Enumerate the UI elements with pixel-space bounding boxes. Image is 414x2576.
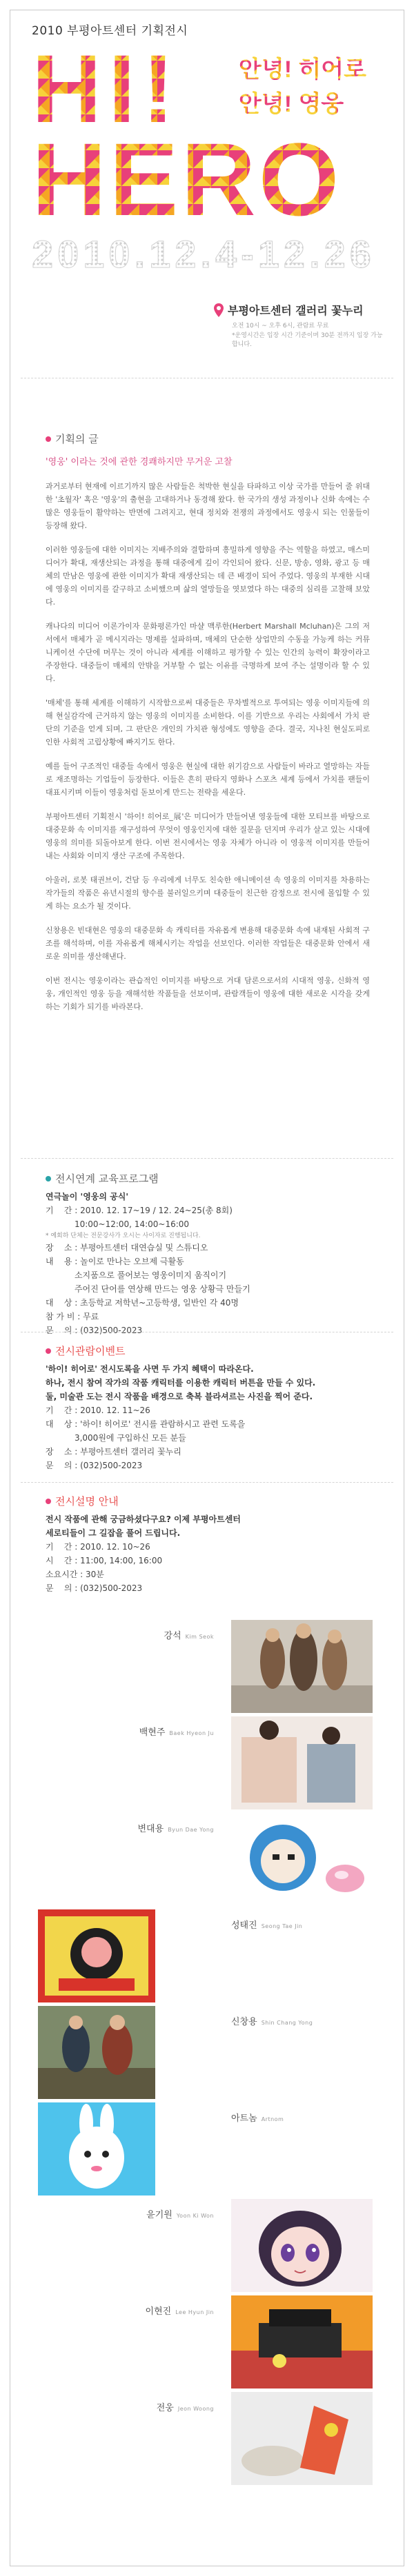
- bullet-icon: [46, 1348, 51, 1354]
- artist-item: [103, 2392, 393, 2495]
- event-line: 둘, 미술관 도는 전시 작품을 배경으로 축복 블라셔르는 사진을 찍어 준다.: [46, 1392, 313, 1401]
- education-heading: 전시연계 교육프로그램: [55, 1173, 159, 1185]
- gallery-note: *운영시간은 입장 시간 기준이며 30분 전까지 입장 가능합니다.: [232, 332, 383, 348]
- artwork-image: [231, 1716, 373, 1809]
- artwork-image: [231, 2199, 373, 2292]
- essay-paragraph: 예를 들어 구조적인 대중들 속에서 영웅은 현실에 대한 위기감으로 사람들이 바라고 열망하는 자들로 재조명하는 기업들이 등장한다. 이들은 흔히 판타지 영화나 스포츠 세계 등에서 가치를 팬들이 대표시키며 이들이 영웅처럼 돋보이게 만드는 전략을 세운다.: [46, 762, 370, 797]
- artwork-image: [38, 2102, 155, 2195]
- artist-name: 강석: [164, 1631, 181, 1641]
- artist-item: [103, 1909, 393, 2013]
- guide-row: 기 간 : 2010. 12. 10~26: [46, 1542, 150, 1552]
- artwork-image: [231, 2392, 373, 2485]
- artwork-image: [231, 2295, 373, 2389]
- essay-paragraph: 아울러, 로봇 태권브이, 건담 등 우리에게 너무도 친숙한 애니메이션 속 영웅의 이미지를 차용하는 작가들의 작품은 유년시절의 향수를 불러일으키며 대중들이 친근한 감정으로 전시에 몰입할 수 있게 하는 요소가 될 것이다.: [46, 875, 370, 911]
- artist-name-en: Shin Chang Yong: [261, 2020, 313, 2026]
- bullet-icon: [46, 1176, 51, 1181]
- gallery-name: 부평아트센터 갤러리 꽃누리: [228, 304, 364, 317]
- artist-name-en: Yoon Ki Won: [176, 2213, 214, 2219]
- education-row: 소지품으로 풀어보는 영웅이미지 움직이기: [46, 1270, 227, 1280]
- artwork-image: [38, 1909, 155, 2002]
- event-row: 문 의 : (032)500-2023: [46, 1461, 143, 1470]
- artwork-image: [231, 1813, 373, 1906]
- education-row: 참 가 비 : 무료: [46, 1312, 99, 1321]
- artist-name-en: Lee Hyun Jin: [175, 2309, 214, 2315]
- artist-item: [103, 2102, 393, 2206]
- artist-name: 변대용: [137, 1824, 164, 1834]
- essay-heading: 기획의 글: [55, 433, 99, 445]
- event-heading: 전시관람이벤트: [55, 1345, 126, 1357]
- artwork-image: [38, 2006, 155, 2099]
- guide-line: 세로티들이 그 길잡을 풀어 드립니다.: [46, 1528, 181, 1538]
- artist-item: [103, 2295, 393, 2399]
- guide-heading: 전시설명 안내: [55, 1495, 119, 1508]
- event-line: '하이! 히어로' 전시도록을 사면 두 가지 혜택이 따라온다.: [46, 1364, 254, 1374]
- artist-item: [103, 2006, 393, 2109]
- logo-hello-hero-text-2: 안녕! 영웅: [239, 91, 344, 117]
- education-row: 10:00~12:00, 14:00~16:00: [46, 1219, 190, 1229]
- divider: [21, 1158, 393, 1159]
- logo-hello-hero-text: 안녕! 히어로: [239, 57, 366, 83]
- bullet-icon: [46, 436, 51, 442]
- event-row: 기 간 : 2010. 12. 11~26: [46, 1406, 150, 1415]
- artist-name: 윤기원: [146, 2210, 172, 2220]
- hi-hero-logo: [32, 43, 384, 274]
- artist-name: 백현주: [139, 1727, 166, 1738]
- guide-row: 문 의 : (032)500-2023: [46, 1583, 143, 1593]
- essay-paragraph: 신창용은 빈대현은 영웅의 대중문화 속 캐릭터를 자유롭게 변용해 대중문화 속에 내재된 사회적 구조를 해석하며, 이를 자유롭게 해체시키는 작업을 선보인다. 이러한 작업들은 대중문화 안에서 새로운 의미를 생산해낸다.: [46, 926, 370, 961]
- artist-name-en: Seong Tae Jin: [261, 1923, 303, 1929]
- education-row: 기 간 : 2010. 12. 17~19 / 12. 24~25(총 8회): [46, 1206, 233, 1215]
- divider: [21, 1482, 393, 1483]
- education-program: [46, 1172, 370, 1337]
- event-row: 장 소 : 부평아트센터 갤러리 꽃누리: [46, 1447, 181, 1457]
- gallery-hours: 오전 10시 ~ 오후 6시, 관람료 무료: [232, 323, 329, 329]
- essay-paragraph: 부평아트센터 기획전시 '하이! 히어로_展'은 미디어가 만들어낸 영웅들에 대한 모티브를 바탕으로 대중문화 속 이미지를 재구성하여 무엇이 영웅인지에 대한 질문을 던지며 우리가 살고 있는 시대에 영웅의 의미를 되돌아보게 한다. 이번 전시에서는 영웅 자체가 아니라 이 영웅적 이미지를 만들어내는 사회와 이미지 생산 구조에 주목한다.: [46, 812, 370, 860]
- essay-paragraph: '매체'를 통해 세계를 이해하기 시작함으로써 대중들은 무차별적으로 투여되는 영웅 이미지들에 의해 현실감각에 근거하지 않는 영웅의 이미지를 소비한다. 이를 기반으로 우리는 사회에서 가치 판단의 기준을 얻게 되며, 그 판단은 개인의 가치관 형성에도 영향을 준다. 결국, 지나친 현실도피로 인한 사회적 고립상황에 빠지기도 한다.: [46, 698, 370, 747]
- education-row: 문 의 : (032)500-2023: [46, 1326, 143, 1335]
- event-line: 하나, 전시 참여 작가의 작품 캐릭터를 이용한 캐릭터 버튼을 만들 수 있다.: [46, 1378, 316, 1388]
- artist-name: 아트놈: [231, 2113, 257, 2124]
- essay-subtitle: '영웅' 이라는 것에 관한 경쾌하지만 무거운 고찰: [46, 457, 233, 467]
- exhibition-event: [46, 1344, 370, 1472]
- artist-name-en: Artnom: [261, 2116, 284, 2122]
- artist-name: 이현진: [145, 2306, 172, 2317]
- artist-name-en: Byun Dae Yong: [168, 1827, 214, 1833]
- gallery-info: [214, 302, 386, 350]
- essay-paragraph: 이러한 영웅들에 대한 이미지는 지배주의와 결합하며 흥밀하게 영향을 주는 역할을 하였고, 매스미디어가 확대, 재생산되는 과정을 통해 대중에게 깊이 각인되어 왔다. 신문, 방송, 영화, 광고 등 매체의 만남은 영웅에 관한 이미지가 확대 재생산되는 데 큰 배경이 되어 주었다. 영웅의 부재한 시대에 영웅의 이미지를 갈구하고 소비했으며 삶의 열망들을 엿보였다 하는 대중의 심리를 고찰해 보았다.: [46, 545, 370, 607]
- artist-item: [103, 1716, 393, 1820]
- education-row: 장 소 : 부평아트센터 대연습실 및 스튜디오: [46, 1243, 208, 1252]
- guide-row: 소요시간 : 30분: [46, 1570, 104, 1579]
- artist-item: [103, 1620, 393, 1723]
- logo-hi-text: HI!: [32, 43, 181, 143]
- artist-name-en: Kim Seok: [185, 1634, 214, 1640]
- guide-line: 전시 작품에 관해 궁금하셨다구요? 이제 부평아트센터: [46, 1514, 241, 1524]
- map-pin-icon: [214, 303, 224, 317]
- essay-paragraph: 과거로부터 현재에 이르기까지 많은 사람들은 척박한 현실을 타파하고 이상 국가를 만들어 줄 위대한 '초월자' 혹은 '영웅'의 출현을 고대하거나 동경해 왔다. 한 국가의 생성 과정이나 신화 속에는 수많은 영웅들이 활약하는 반면에 그려지고, 현대 정치와 전쟁의 과정에서도 영웅시 되는 인물들이 등장해 왔다.: [46, 482, 370, 530]
- planning-essay: [46, 432, 370, 1024]
- event-row: 대 상 : '하이! 히어로' 전시를 관람하시고 관련 도록을: [46, 1419, 246, 1429]
- education-row: 대 상 : 초등학교 저학년~고등학생, 일반인 각 40명: [46, 1298, 239, 1308]
- exhibition-label: 2010 부평아트센터 기획전시: [32, 24, 188, 38]
- artwork-image: [231, 1620, 373, 1713]
- bullet-icon: [46, 1499, 51, 1504]
- essay-paragraph: 이번 전시는 영웅이라는 관습적인 이미지를 바탕으로 거대 담론으로서의 시대적 영웅, 신화적 영웅, 개인적인 영웅 등을 재해석한 작품들을 선보이며, 관람객들이 영웅에 대한 새로운 시각을 갖게 하는 기회가 되기를 바라본다.: [46, 976, 370, 1011]
- artist-item: [103, 2199, 393, 2302]
- event-row: 3,000원에 구입하신 모든 분들: [46, 1433, 186, 1443]
- logo-hero-text: HERO: [32, 121, 342, 237]
- essay-paragraph: 캐나다의 미디어 이론가이자 문화평론가인 마샬 맥루한(Herbert Marshall Mcluhan)은 그의 저서에서 매체가 곧 메시지라는 명제를 설파하며, 매체의 단순한 상업만의 수동을 가능케 하는 커뮤니케이션 수단에 머무는 것이 아니라 세계를 이해하고 평가할 수 있는 인간의 능력이 확장이라고 주장한다. 대중들이 매체의 안밖을 거부할 수 없는 이유를 극명하게 보여 주는 설명이라 할 수 있다.: [46, 622, 370, 683]
- artist-item: [103, 1813, 393, 1916]
- artist-name: 전웅: [156, 2403, 174, 2413]
- guide-row: 시 간 : 11:00, 14:00, 16:00: [46, 1556, 163, 1565]
- artist-name-en: Jeon Woong: [177, 2406, 214, 2412]
- exhibition-date: 2010.12.4-12.26: [32, 232, 375, 274]
- artist-name: 신창용: [231, 2017, 257, 2027]
- education-row: 내 용 : 놀이로 만나는 오브제 극활동: [46, 1257, 184, 1266]
- education-title: 연극놀이 '영웅의 공식': [46, 1192, 129, 1201]
- education-row: 주어진 단어를 연상해 만드는 영웅 상황극 만들기: [46, 1284, 250, 1294]
- artist-name-en: Baek Hyeon Ju: [169, 1730, 214, 1736]
- education-note: * 예회하 단체는 전문강사가 오시는 사이자로 진행됩니다.: [46, 1233, 201, 1239]
- artist-name: 성태진: [231, 1920, 257, 1931]
- exhibition-guide: [46, 1494, 370, 1595]
